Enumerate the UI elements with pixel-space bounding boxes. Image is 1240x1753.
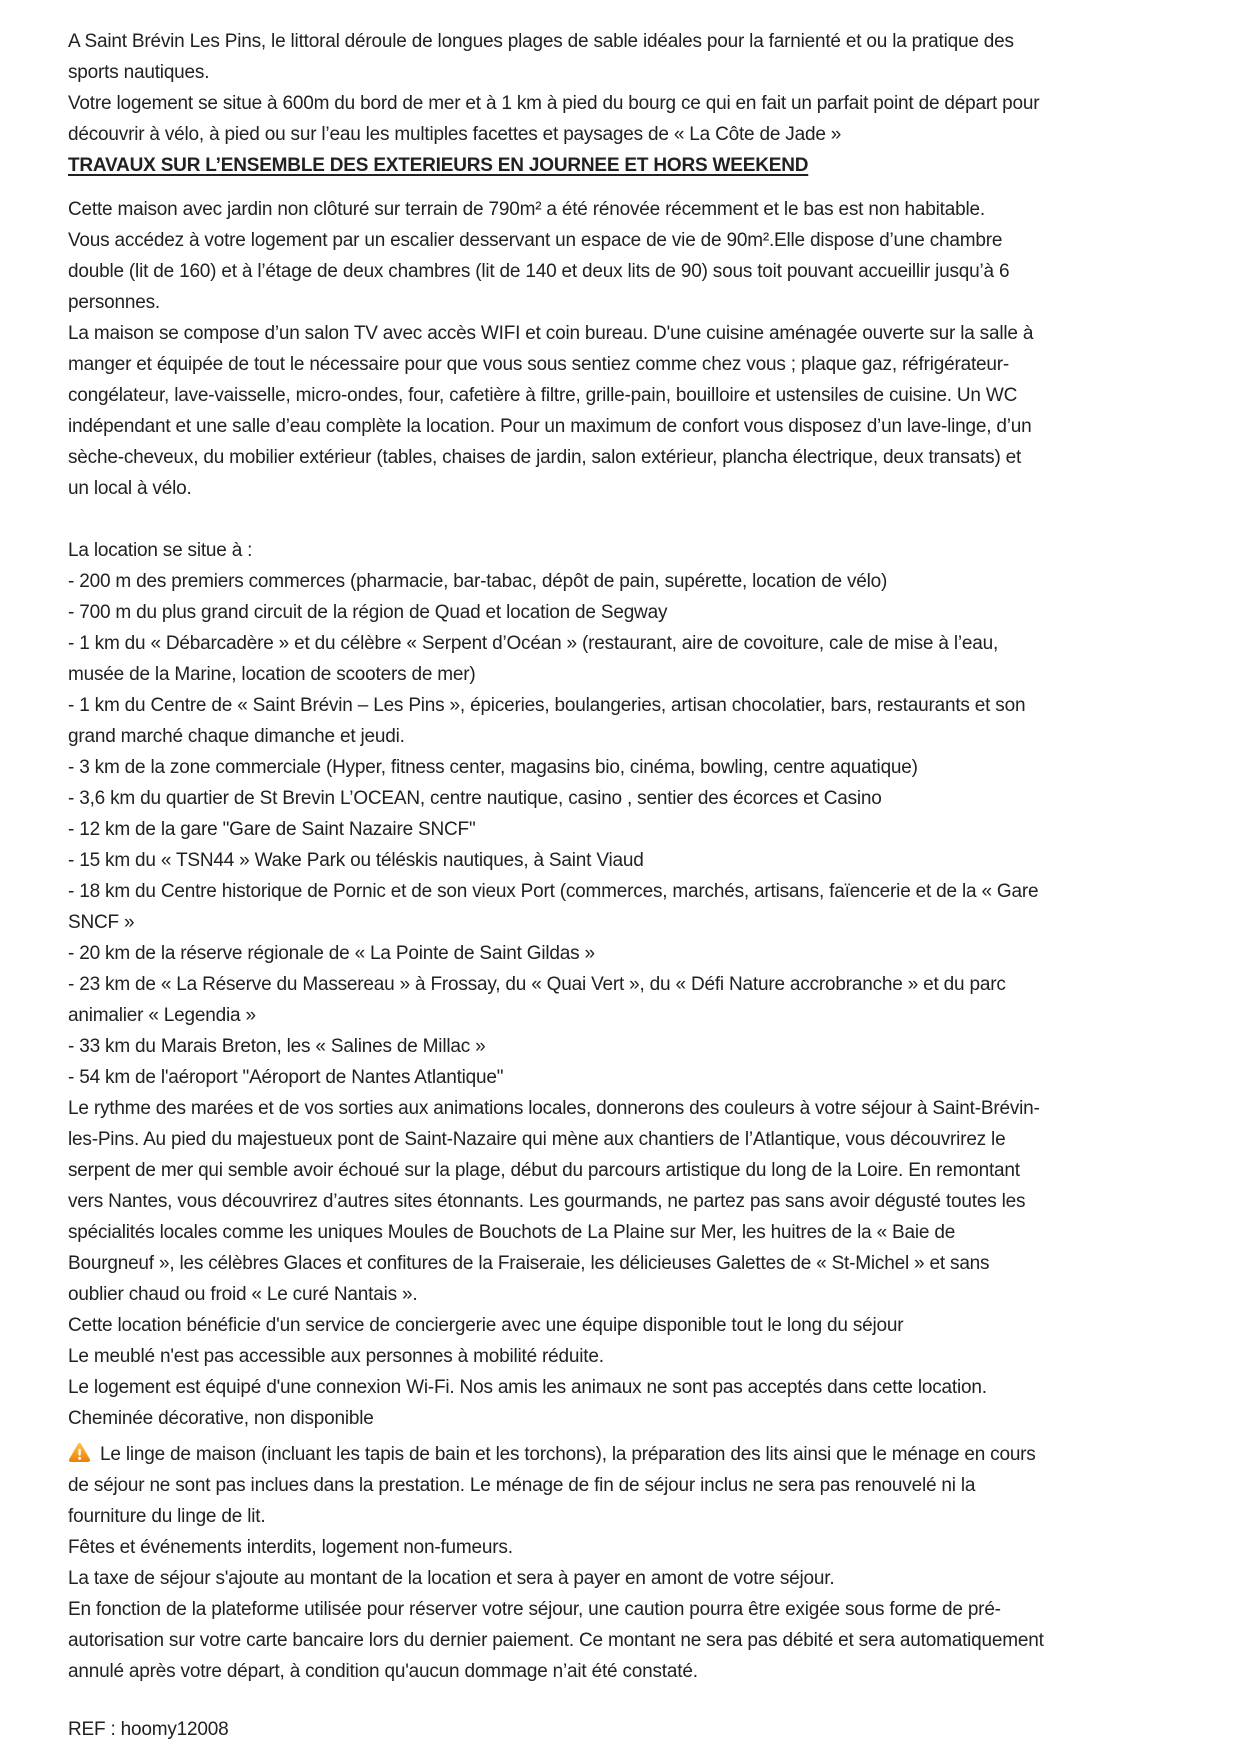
location-item: - 200 m des premiers commerces (pharmacie, bar-tabac, dépôt de pain, supérette, location de vélo) — [68, 571, 888, 592]
reference-code: REF : hoomy12008 — [68, 1719, 229, 1740]
warning-line — [68, 1439, 1044, 1532]
surroundings-line-2: Cette location bénéficie d'un service de conciergerie avec une équipe disponible tout le long du séjour — [68, 1315, 904, 1336]
location-intro: La location se situe à : — [68, 540, 253, 561]
surroundings-line-5: Cheminée décorative, non disponible — [68, 1408, 374, 1429]
surroundings-line-4: Le logement est équipé d'une connexion Wi-Fi. Nos amis les animaux ne sont pas acceptés dans cette location. — [68, 1377, 987, 1398]
location-item: - 1 km du « Débarcadère » et du célèbre « Serpent d’Océan » (restaurant, aire de covoiture, cale de mise à l’eau, musée de la Marine, location de scooters de mer) — [68, 633, 999, 685]
warning-text: Le linge de maison (incluant les tapis de bain et les torchons), la préparation des lits ainsi que le ménage en cours de séjour ne sont pas inclues dans la prestation. Le ménage de fin de séjour inclus ne sera pas renouvelé ni la fourniture du linge de lit. — [68, 1444, 1036, 1527]
location-item: - 20 km de la réserve régionale de « La Pointe de Saint Gildas » — [68, 943, 595, 964]
location-item: - 33 km du Marais Breton, les « Salines de Millac » — [68, 1036, 486, 1057]
intro-line-2: Votre logement se situe à 600m du bord de mer et à 1 km à pied du bourg ce qui en fait un parfait point de départ pour découvrir à vélo, à pied ou sur l’eau les multiples facettes et paysages de « La Côte de Jade » — [68, 93, 1040, 145]
surroundings-line-3: Le meublé n'est pas accessible aux personnes à mobilité réduite. — [68, 1346, 604, 1367]
location-item: - 15 km du « TSN44 » Wake Park ou téléskis nautiques, à Saint Viaud — [68, 850, 644, 871]
location-item: - 3,6 km du quartier de St Brevin L’OCEAN, centre nautique, casino , sentier des écorces et Casino — [68, 788, 882, 809]
rules-paragraph — [68, 1532, 1044, 1687]
rules-line-1: Fêtes et événements interdits, logement non-fumeurs. — [68, 1537, 513, 1558]
warning-icon — [68, 1442, 91, 1463]
location-item: - 12 km de la gare "Gare de Saint Nazaire SNCF" — [68, 819, 476, 840]
linen-warning-paragraph — [68, 1439, 1044, 1532]
location-item: - 54 km de l'aéroport "Aéroport de Nantes Atlantique" — [68, 1067, 504, 1088]
listing-description-document — [68, 0, 1044, 1745]
location-item: - 700 m du plus grand circuit de la région de Quad et location de Segway — [68, 602, 668, 623]
location-item: - 23 km de « La Réserve du Massereau » à Frossay, du « Quai Vert », du « Défi Nature accrobranche » et du parc animalier « Legendia » — [68, 974, 1006, 1026]
surroundings-line-1: Le rythme des marées et de vos sorties aux animations locales, donnerons des couleurs à votre séjour à Saint-Brévin-les-Pins. Au pied du majestueux pont de Saint-Nazaire qui mène aux chantiers de l’Atlantique, vous découvrirez le serpent de mer qui semble avoir échoué sur la plage, début du parcours artistique du long de la Loire. En remontant vers Nantes, vous découvrirez d’autres sites étonnants. Les gourmands, ne partez pas sans avoir dégusté toutes les spécialités locales comme les uniques Moules de Bouchots de La Plaine sur Mer, les huitres de la « Baie de Bourgneuf », les célèbres Glaces et confitures de la Fraiseraie, les délicieuses Galettes de « St-Michel » et sans oublier chaud ou froid « Le curé Nantais ». — [68, 1098, 1040, 1305]
location-item: - 1 km du Centre de « Saint Brévin – Les Pins », épiceries, boulangeries, artisan chocolatier, bars, restaurants et son grand marché chaque dimanche et jeudi. — [68, 695, 1026, 747]
intro-paragraph — [68, 26, 1044, 181]
description-line-2: Vous accédez à votre logement par un escalier desservant un espace de vie de 90m².Elle dispose d’une chambre double (lit de 160) et à l’étage de deux chambres (lit de 140 et deux lits de 90) sous toit pouvant accueillir jusqu’à 6 personnes. — [68, 230, 1010, 313]
rules-line-2: La taxe de séjour s'ajoute au montant de la location et sera à payer en amont de votre séjour. — [68, 1568, 835, 1589]
surroundings-paragraph — [68, 1093, 1044, 1434]
house-description-paragraph — [68, 194, 1044, 504]
location-item: - 3 km de la zone commerciale (Hyper, fitness center, magasins bio, cinéma, bowling, centre aquatique) — [68, 757, 918, 778]
description-line-1: Cette maison avec jardin non clôturé sur terrain de 790m² a été rénovée récemment et le bas est non habitable. — [68, 199, 985, 220]
works-notice-heading: TRAVAUX SUR L’ENSEMBLE DES EXTERIEURS EN JOURNEE ET HORS WEEKEND — [68, 155, 809, 176]
intro-line-1: A Saint Brévin Les Pins, le littoral déroule de longues plages de sable idéales pour la farnienté et ou la pratique des sports nautiques. — [68, 31, 1014, 83]
location-item: - 18 km du Centre historique de Pornic et de son vieux Port (commerces, marchés, artisans, faïencerie et de la « Gare SNCF » — [68, 881, 1039, 933]
description-line-3: La maison se compose d’un salon TV avec accès WIFI et coin bureau. D'une cuisine aménagée ouverte sur la salle à manger et équipée de tout le nécessaire pour que vous sous sentiez comme chez vous ; plaque gaz, réfrigérateur-congélateur, lave-vaisselle, micro-ondes, four, cafetière à filtre, grille-pain, bouilloire et ustensiles de cuisine. Un WC indépendant et une salle d’eau complète la location. Pour un maximum de confort vous disposez d’un lave-linge, d’un sèche-cheveux, du mobilier extérieur (tables, chaises de jardin, salon extérieur, plancha électrique, deux transats) et un local à vélo. — [68, 323, 1034, 499]
reference-line — [68, 1714, 1044, 1745]
rules-line-3: En fonction de la plateforme utilisée pour réserver votre séjour, une caution pourra être exigée sous forme de pré-autorisation sur votre carte bancaire lors du dernier paiement. Ce montant ne sera pas débité et sera automatiquement annulé après votre départ, à condition qu'aucun dommage n’ait été constaté. — [68, 1599, 1044, 1682]
location-section — [68, 535, 1044, 1093]
